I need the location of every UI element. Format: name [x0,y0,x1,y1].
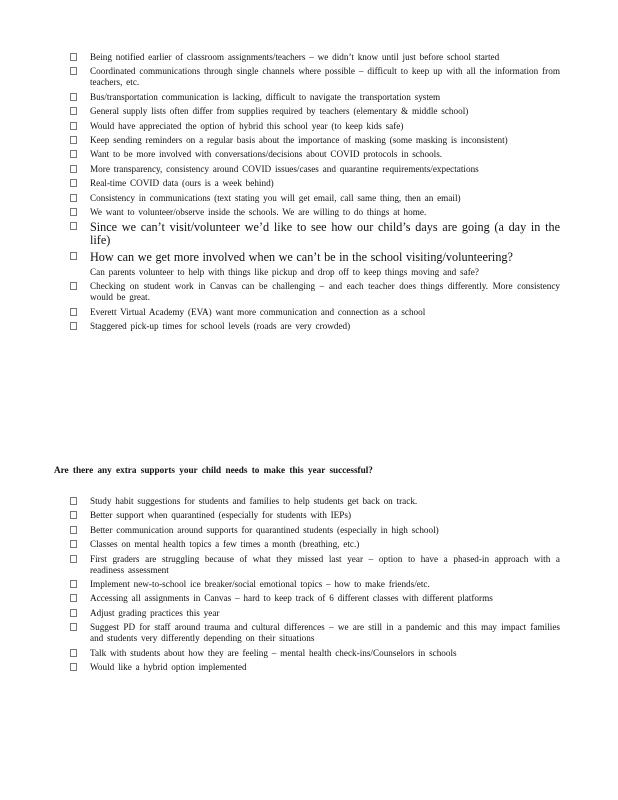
bullet-icon [70,107,77,115]
item-text: Suggest PD for staff around trauma and cultural differences – we are still in a pandemic and this may impact families and students very differently depending on their situations [90,622,560,644]
list-item [70,608,560,619]
item-text: First graders are struggling because of what they missed last year – option to have a phased-in approach with a readiness assessment [90,553,560,575]
list-item [70,193,560,204]
list-item [70,106,560,117]
list-item [70,593,560,604]
item-text: Bus/transportation communication is lacking, difficult to navigate the transportation system [90,91,441,102]
list-item [70,178,560,189]
item-text: Keep sending reminders on a regular basis about the importance of masking (some masking is inconsistent) [90,134,508,145]
item-text: Would have appreciated the option of hybrid this school year (to keep kids safe) [90,120,404,131]
item-text: Accessing all assignments in Canvas – hard to keep track of 6 different classes with different platforms [90,593,493,604]
bullet-icon [70,526,77,534]
list-item [70,579,560,590]
list-item [70,121,560,132]
bullet-icon [70,165,77,173]
bullet-icon [70,179,77,187]
item-text: Implement new-to-school ice breaker/social emotional topics – how to make friends/etc. [90,578,430,589]
list-item [70,281,560,303]
bullet-icon [70,540,77,548]
list-item [70,662,560,673]
bullet-icon [70,194,77,202]
list-item [70,539,560,550]
item-text: Consistency in communications (text stating you will get email, call same thing, then an email) [90,192,461,203]
bullet-icon [70,623,77,631]
feedback-list [70,52,560,336]
list-item [70,622,560,644]
item-text: More transparency, consistency around COVID issues/cases and quarantine requirements/expectations [90,163,479,174]
item-text: How can we get more involved when we can’t be in the school visiting/volunteering? [90,249,513,264]
list-item [70,66,560,88]
list-item [70,52,560,63]
bullet-icon [70,594,77,602]
bullet-icon [70,282,77,290]
bullet-icon [70,649,77,657]
list-item [70,321,560,332]
bullet-icon [70,150,77,158]
item-text: We want to volunteer/observe inside the schools. We are willing to do things at home. [90,206,427,217]
bullet-icon [70,122,77,130]
list-item [70,164,560,175]
bullet-icon [70,136,77,144]
section-heading: Are there any extra supports your child needs to make this year successful? [54,465,373,475]
bullet-icon [70,322,77,330]
bullet-icon [70,53,77,61]
item-text: Study habit suggestions for students and families to help students get back on track. [90,496,418,506]
item-text: Talk with students about how they are feeling – mental health check-ins/Counselors in schools [90,647,457,658]
list-item [70,135,560,146]
bullet-icon [70,252,77,260]
list-item [70,496,560,507]
item-text: General supply lists often differ from supplies required by teachers (elementary & middle school) [90,106,469,117]
list-item [70,554,560,576]
bullet-icon [70,555,77,563]
item-text: Adjust grading practices this year [90,607,220,618]
item-text: Coordinated communications through single channels where possible – difficult to keep up with all the information from teachers, etc. [90,66,560,88]
list-item [70,221,560,247]
supports-list [70,496,560,676]
item-text: Since we can’t visit/volunteer we’d like to see how our child’s days are going (a day in the life) [90,220,560,248]
list-item [70,307,560,318]
item-text: Would like a hybrid option implemented [90,661,247,672]
bullet-icon [70,609,77,617]
list-item [70,149,560,160]
item-text: Real-time COVID data (ours is a week behind) [90,178,274,189]
item-text: Better support when quarantined (especially for students with IEPs) [90,510,352,521]
list-item [70,510,560,521]
bullet-icon [70,497,77,505]
item-text: Can parents volunteer to help with things like pickup and drop off to keep things moving and safe? [90,267,479,278]
item-text: Staggered pick-up times for school levels (roads are very crowded) [90,321,351,332]
list-item [70,525,560,536]
item-text: Want to be more involved with conversations/decisions about COVID protocols in schools. [90,149,443,160]
bullet-icon [70,663,77,671]
item-text: Better communication around supports for quarantined students (especially in high school) [90,524,439,535]
bullet-icon [70,208,77,216]
bullet-icon [70,580,77,588]
item-text: Classes on mental health topics a few times a month (breathing, etc.) [90,539,360,550]
bullet-icon [70,93,77,101]
list-item [70,207,560,218]
list-item [70,648,560,659]
item-text: Checking on student work in Canvas can be challenging – and each teacher does things differently. More consistency would be great. [90,281,560,303]
list-item [70,267,560,278]
bullet-icon [70,222,77,230]
item-text: Being notified earlier of classroom assignments/teachers – we didn’t know until just before school started [90,52,500,62]
list-item [70,92,560,103]
item-text: Everett Virtual Academy (EVA) want more communication and connection as a school [90,306,426,317]
bullet-icon [70,308,77,316]
list-item [70,251,560,264]
bullet-icon [70,67,77,75]
bullet-icon [70,511,77,519]
